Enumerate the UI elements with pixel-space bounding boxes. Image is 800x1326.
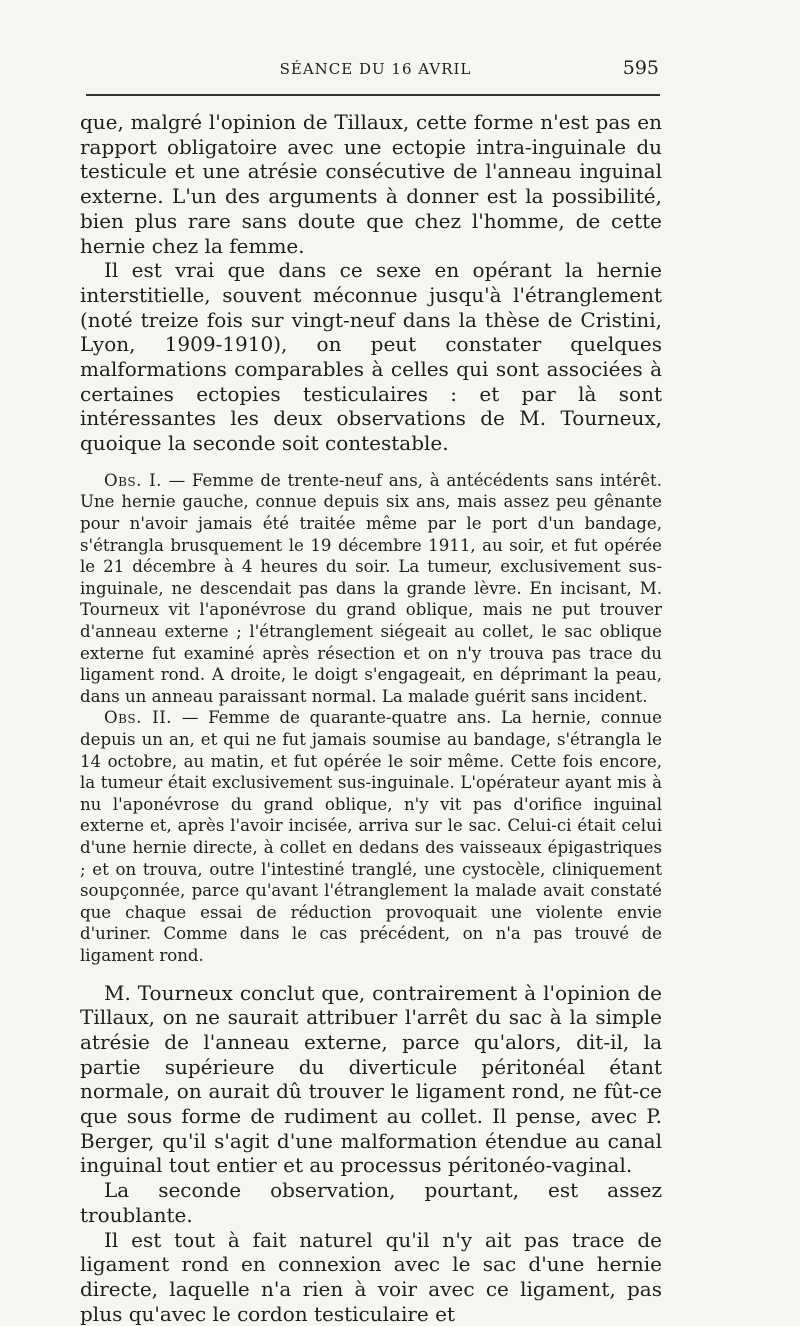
observation-1: [80, 470, 662, 708]
page-number: 595: [623, 57, 659, 79]
header-rule: [86, 94, 660, 96]
running-title: SÉANCE DU 16 AVRIL: [88, 60, 663, 78]
paragraph: La seconde observation, pourtant, est assez troublante.: [80, 1178, 662, 1227]
observations-section: [80, 470, 662, 967]
paragraph: M. Tourneux conclut que, contrairement à l'opinion de Tillaux, on ne saurait attribuer l'arrêt du sac à la simple atrésie de l'anneau externe, parce qu'alors, dit-il, la partie supérieure du diverticule péritonéal étant normale, on aurait dû trouver le ligament rond, ne fût-ce que sous forme de rudiment au collet. Il pense, avec P. Berger, qu'il s'agit d'une malformation étendue au canal inguinal tout entier et au processus péritonéo-vaginal.: [80, 981, 662, 1179]
paragraph: que, malgré l'opinion de Tillaux, cette forme n'est pas en rapport obligatoire avec une ectopie intra-inguinale du testicule et une atrésie consécutive de l'anneau inguinal externe. L'un des arguments à donner est la possibilité, bien plus rare sans doute que chez l'homme, de cette hernie chez la femme.: [80, 110, 662, 258]
observation-label: Obs. I.: [104, 471, 162, 490]
observation-text: — Femme de trente-neuf ans, à antécédents sans intérêt. Une hernie gauche, connue depuis six ans, mais assez peu gênante pour n'avoir jamais été traitée même par le port d'un bandage, s'étrangla brusquement le 19 décembre 1911, au soir, et fut opérée le 21 décembre à 4 heures du soir. La tumeur, exclusivement sus-inguinale, ne descendait pas dans la grande lèvre. En incisant, M. Tourneux vit l'aponévrose du grand oblique, mais ne put trouver d'anneau externe ; l'étranglement siégeait au collet, le sac oblique externe fut examiné après résection et on n'y trouva pas trace du ligament rond. A droite, le doigt s'engageait, en déprimant la peau, dans un anneau paraissant normal. La malade guérit sans incident.: [80, 471, 662, 706]
page-header: [88, 52, 663, 88]
observation-label: Obs. II.: [104, 708, 172, 727]
conclusion-section: [80, 981, 662, 1326]
observation-text: — Femme de quarante-quatre ans. La hernie, connue depuis un an, et qui ne fut jamais soumise au bandage, s'étrangla le 14 octobre, au matin, et fut opérée le soir même. Cette fois encore, la tumeur était exclusivement sus-inguinale. L'opérateur ayant mis à nu l'aponévrose du grand oblique, n'y vit pas d'orifice inguinal externe et, après l'avoir incisée, arriva sur le sac. Celui-ci était celui d'une hernie directe, à collet en dedans des vaisseaux épigastriques ; et on trouva, outre l'intestiné tranglé, une cystocèle, cliniquement soupçonnée, parce qu'avant l'étranglement la malade avait constaté que chaque essai de réduction provoquait une violente envie d'uriner. Comme dans le cas précédent, on n'a pas trouvé de ligament rond.: [80, 708, 662, 965]
observation-2: [80, 707, 662, 966]
page-body: [80, 110, 662, 1326]
intro-section: [80, 110, 662, 456]
paragraph: Il est vrai que dans ce sexe en opérant la hernie interstitielle, souvent méconnue jusqu'à l'étranglement (noté treize fois sur vingt-neuf dans la thèse de Cristini, Lyon, 1909-1910), on peut constater quelques malformations comparables à celles qui sont associées à certaines ectopies testiculaires : et par là sont intéressantes les deux observations de M. Tourneux, quoique la seconde soit contestable.: [80, 258, 662, 456]
paragraph: Il est tout à fait naturel qu'il n'y ait pas trace de ligament rond en connexion avec le sac d'une hernie directe, laquelle n'a rien à voir avec ce ligament, pas plus qu'avec le cordon testiculaire et: [80, 1228, 662, 1326]
